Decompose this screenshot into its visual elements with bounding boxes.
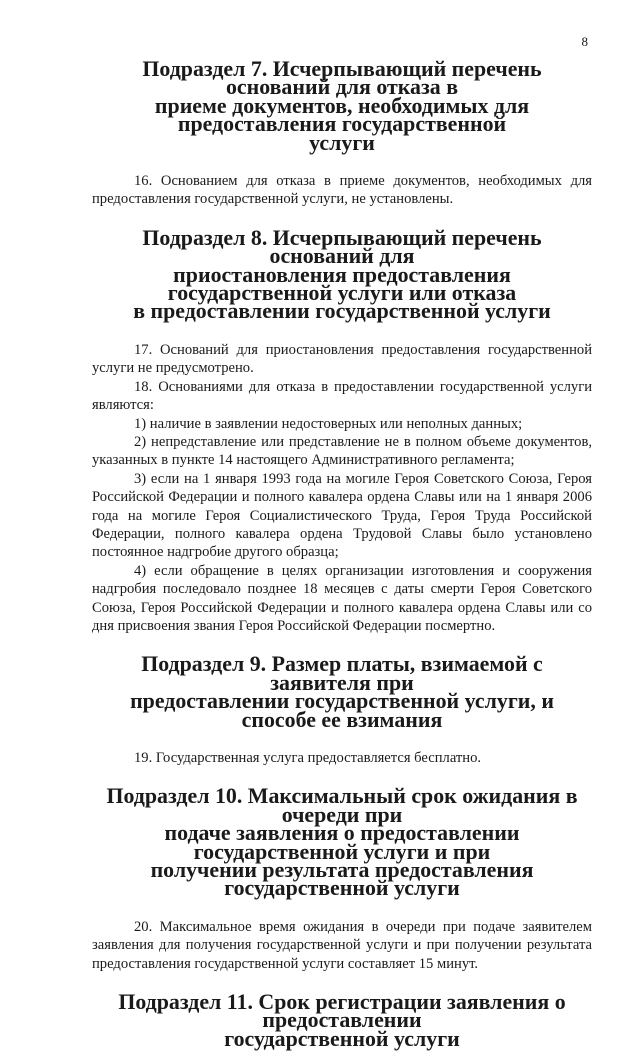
paragraph-16: 16. Основанием для отказа в приеме документов, необходимых для предоставления государственной услуги, не установлены. bbox=[92, 173, 592, 208]
heading-line: предоставлении государственной услуги, и способе ее взимания bbox=[130, 688, 554, 732]
heading-line: Подраздел 10. Максимальный срок ожидания в очереди при bbox=[106, 783, 578, 827]
document-body bbox=[92, 56, 592, 1051]
page-number: 8 bbox=[581, 34, 588, 49]
paragraph-17: 17. Оснований для приостановления предоставления государственной услуги не предусмотрено. bbox=[92, 341, 592, 377]
heading-line: государственной услуги bbox=[224, 1025, 460, 1051]
subsection-7-heading bbox=[92, 56, 592, 155]
heading-line: подаче заявления о предоставлении государственной услуги и при bbox=[164, 820, 520, 864]
heading-line: Подраздел 8. Исчерпывающий перечень оснований для bbox=[142, 224, 542, 269]
subsection-9-heading bbox=[92, 651, 592, 732]
paragraph-19: 19. Государственная услуга предоставляется бесплатно. bbox=[134, 750, 482, 766]
paragraph-18-item-3: 3) если на 1 января 1993 года на могиле Героя Советского Союза, Героя Российской Федерации и полного кавалера ордена Славы или на 1 января 2006 года на могиле Героя Социалистического Труда, Героя Труда Российской Федерации, полного кавалера ордена Трудовой Славы было установлено постоянное надгробие другого образца; bbox=[92, 470, 592, 561]
subsection-11-heading bbox=[92, 989, 592, 1051]
heading-line: приеме документов, необходимых для предоставления государственной bbox=[154, 92, 530, 137]
subsection-8-heading bbox=[92, 224, 592, 324]
heading-line: Подраздел 7. Исчерпывающий перечень оснований для отказа в bbox=[142, 56, 542, 100]
heading-line: услуги bbox=[309, 129, 375, 155]
paragraph-18-item-4: 4) если обращение в целях организации изготовления и сооружения надгробия последовало позднее 18 месяцев с даты смерти Героя Советского Союза, Героя Российской Федерации и полного кавалера ордена Славы или со дня присвоения звания Героя Российской Федерации посмертно. bbox=[92, 562, 592, 634]
paragraph-18-item-1: 1) наличие в заявлении недостоверных или неполных данных; bbox=[134, 415, 523, 432]
subsection-10-heading bbox=[92, 783, 592, 901]
paragraph-18: 18. Основаниями для отказа в предоставлении государственной услуги являются: bbox=[92, 378, 592, 414]
paragraph-20: 20. Максимальное время ожидания в очереди при подаче заявителем заявления для получения государственной услуги и при получении результата предоставления государственной услуги составляет 15 минут. bbox=[92, 918, 592, 972]
heading-line: Подраздел 11. Срок регистрации заявления о предоставлении bbox=[118, 989, 566, 1033]
heading-line: приостановления предоставления государственной услуги или отказа bbox=[167, 261, 517, 306]
heading-line: Подраздел 9. Размер платы, взимаемой с заявителя при bbox=[141, 651, 543, 695]
paragraph-18-item-2: 2) непредставление или представление не в полном объеме документов, указанных в пункте 14 настоящего Административного регламента; bbox=[92, 433, 592, 469]
heading-line: в предоставлении государственной услуги bbox=[133, 298, 551, 324]
heading-line: получении результата предоставления государственной услуги bbox=[150, 857, 534, 901]
